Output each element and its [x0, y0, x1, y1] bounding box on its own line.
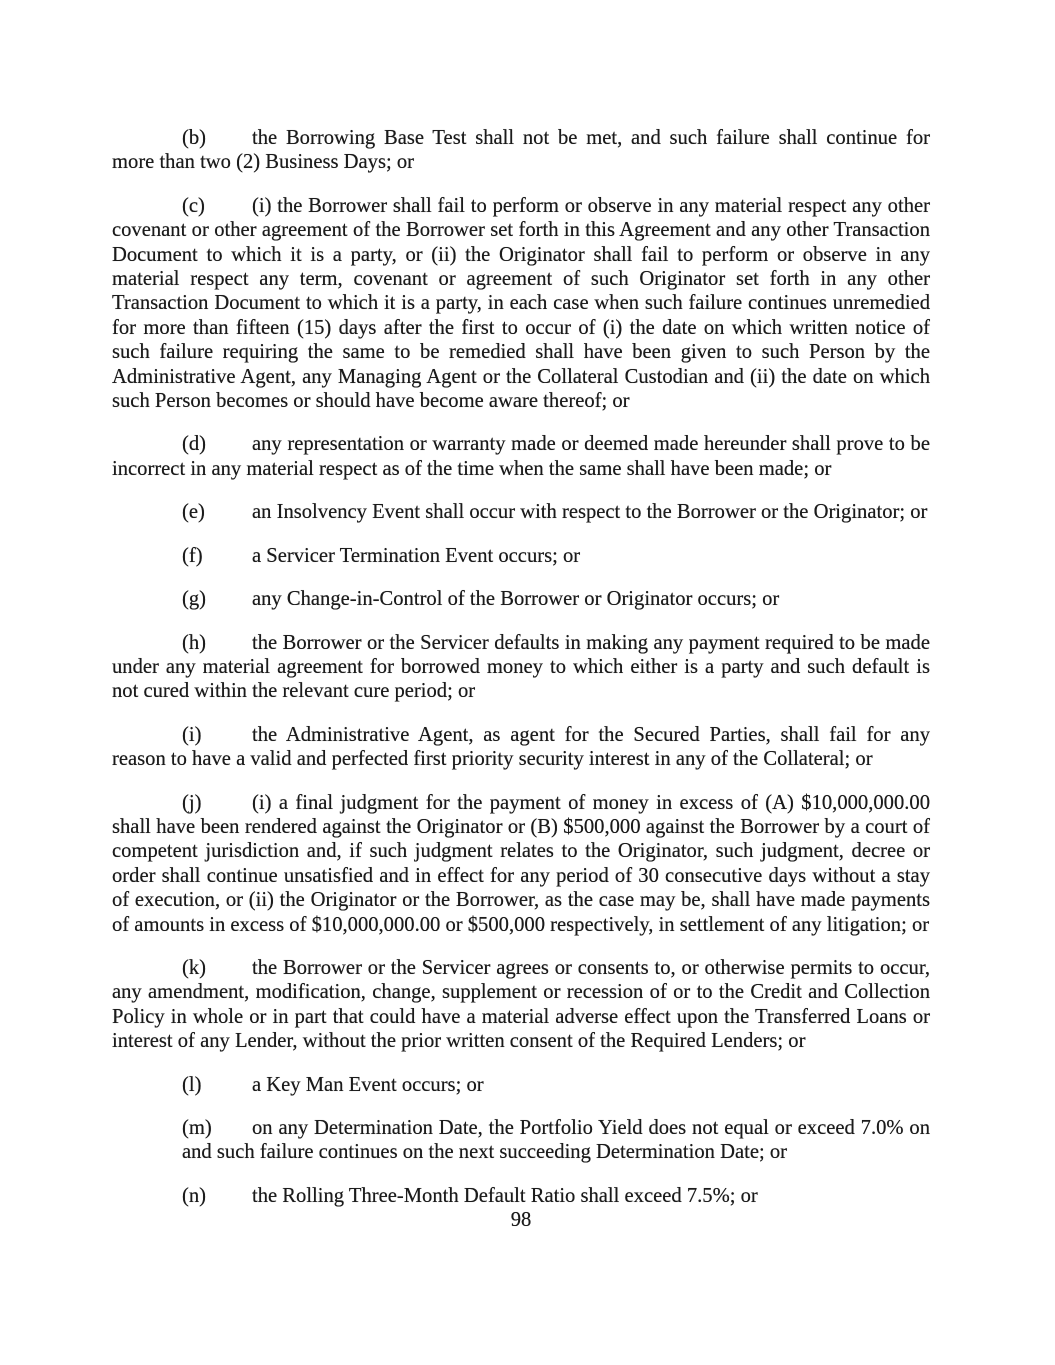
- paragraph-text: any representation or warranty made or deemed made hereunder shall prove to be incorrect in any material respect as of the time when the same shall have been made; or: [112, 433, 930, 480]
- paragraph-text: the Borrowing Base Test shall not be met, and such failure shall continue for more than two (2) Business Days; or: [112, 127, 930, 174]
- paragraph-label: (e): [182, 501, 205, 524]
- page-number: 98: [510, 1209, 532, 1232]
- paragraph-text: the Rolling Three-Month Default Ratio shall exceed 7.5%; or: [252, 1184, 758, 1207]
- paragraph-f: [112, 544, 930, 568]
- paragraph-label: (j): [182, 791, 202, 814]
- paragraph-j: [112, 791, 930, 937]
- paragraph-text: (i) the Borrower shall fail to perform or observe in any material respect any other covenant or other agreement of the Borrower set forth in this Agreement and any other Transaction Document to which it is a party, or (ii) the Originator shall fail to perform or observe in any material respect any term, covenant or agreement of such Originator set forth in any other Transaction Document to which it is a party, in each case when such failure continues unremedied for more than fifteen (15) days after the first to occur of (i) the date on which written notice of such failure requiring the same to be remedied shall have been given to such Person by the Administrative Agent, any Managing Agent or the Collateral Custodian and (ii) the date on which such Person becomes or should have become aware thereof; or: [112, 194, 930, 413]
- paragraph-text: (i) a final judgment for the payment of money in excess of (A) $10,000,000.00 shall have been rendered against the Originator or (B) $500,000 against the Borrower by a court of competent jurisdiction and, if such judgment relates to the Originator, such judgment, decree or order shall continue unsatisfied and in effect for any period of 30 consecutive days without a stay of execution, or (ii) the Originator or the Borrower, as the case may be, shall have made payments of amounts in excess of $10,000,000.00 or $500,000 respectively, in settlement of any litigation; or: [112, 791, 930, 936]
- paragraph-d: [112, 432, 930, 481]
- paragraph-label: (f): [182, 544, 203, 567]
- paragraph-label: (h): [182, 631, 207, 654]
- paragraph-text: an Insolvency Event shall occur with respect to the Borrower or the Originator; or: [252, 501, 928, 524]
- paragraph-text: a Servicer Termination Event occurs; or: [252, 544, 581, 567]
- paragraph-n: [112, 1184, 930, 1208]
- paragraph-label: (l): [182, 1073, 202, 1096]
- document-body: [112, 126, 930, 1233]
- paragraph-label: (m): [182, 1117, 212, 1139]
- paragraph-label: (i): [182, 723, 202, 746]
- paragraph-i: [112, 723, 930, 772]
- paragraph-text: the Administrative Agent, as agent for the Secured Parties, shall fail for any reason to have a valid and perfected first priority security interest in any of the Collateral; or: [112, 723, 930, 771]
- paragraph-text: on any Determination Date, the Portfolio Yield does not equal or exceed 7.0% on and such failure continues on the next succeeding Determination Date; or: [182, 1117, 930, 1164]
- paragraph-g: [112, 587, 930, 611]
- paragraph-c: [112, 194, 930, 414]
- paragraph-text: any Change-in-Control of the Borrower or Originator occurs; or: [252, 588, 780, 611]
- paragraph-text: the Borrower or the Servicer defaults in making any payment required to be made under any material agreement for borrowed money to which either is a party and such default is not cured within the relevant cure period; or: [112, 631, 930, 703]
- paragraph-b: [112, 126, 930, 175]
- paragraph-k: [112, 956, 930, 1054]
- paragraph-label: (c): [182, 194, 205, 217]
- paragraph-label: (b): [182, 127, 207, 149]
- paragraph-label: (g): [182, 588, 207, 611]
- paragraph-label: (n): [182, 1184, 207, 1207]
- paragraph-text: the Borrower or the Servicer agrees or consents to, or otherwise permits to occur, any amendment, modification, change, supplement or recession of or to the Credit and Collection Policy in whole or in part that could have a material adverse effect upon the Transferred Loans or interest of any Lender, without the prior written consent of the Required Lenders; or: [112, 956, 930, 1053]
- paragraph-text: a Key Man Event occurs; or: [252, 1073, 484, 1096]
- paragraph-m: [182, 1116, 930, 1165]
- paragraph-e: [112, 500, 930, 524]
- paragraph-label: (k): [182, 956, 207, 979]
- paragraph-h: [112, 631, 930, 704]
- paragraph-l: [112, 1073, 930, 1097]
- paragraph-label: (d): [182, 433, 207, 456]
